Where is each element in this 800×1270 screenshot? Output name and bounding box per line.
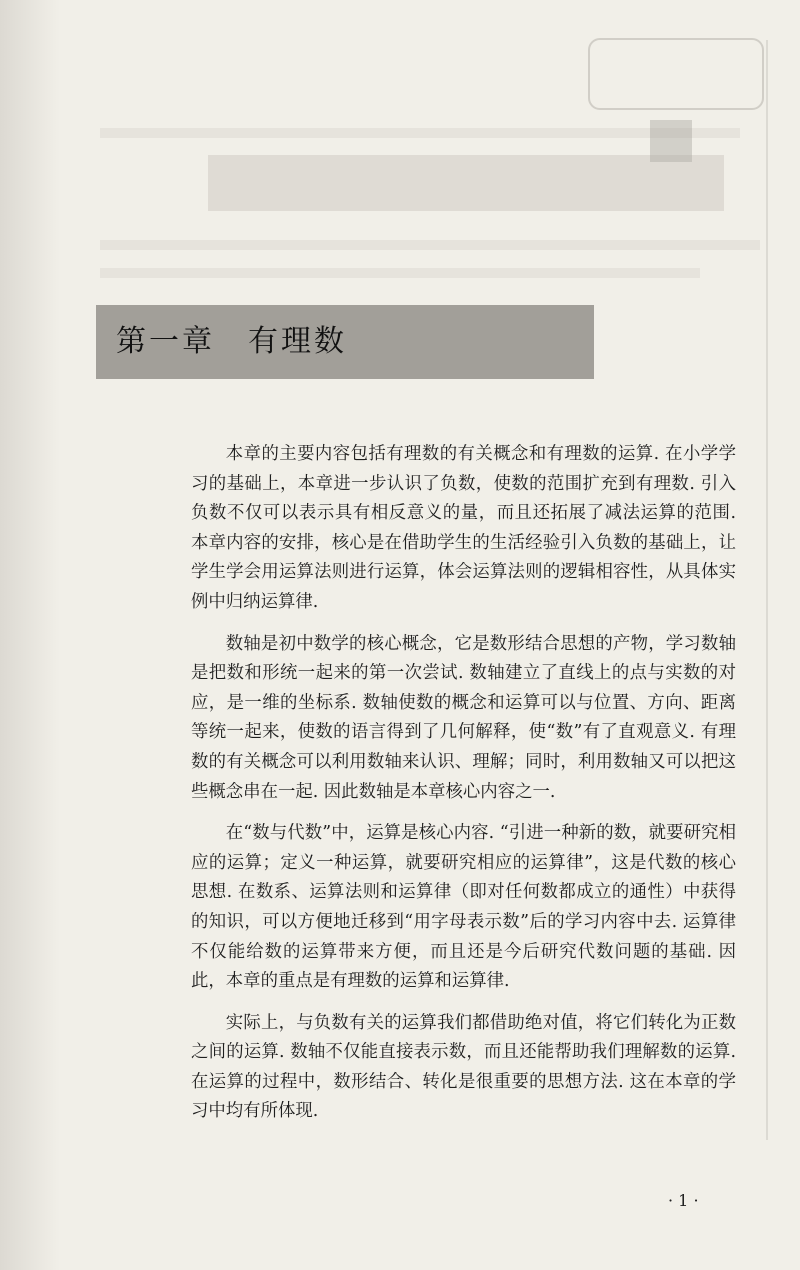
bleed-through-margin-rule — [760, 40, 768, 1140]
page-edge-shadow — [0, 0, 60, 1270]
paragraph: 实际上，与负数有关的运算我们都借助绝对值，将它们转化为正数之间的运算. 数轴不仅能直接表示数，而且还能帮助我们理解数的运算. 在运算的过程中，数形结合、转化是很重要的思想方法. 这在本章的学习中均有所体现. — [191, 1012, 736, 1122]
bleed-through-tab — [588, 38, 764, 110]
chapter-title: 第一章 有理数 — [116, 324, 347, 359]
bleed-through-line — [100, 240, 760, 250]
paragraph: 在“数与代数”中，运算是核心内容. “引进一种新的数，就要研究相应的运算；定义一种运算，就要研究相应的运算律”，这是代数的核心思想. 在数系、运算法则和运算律（即对任何数都成立的通性）中获得的知识，可以方便地迁移到“用字母表示数”后的学习内容中去. 运算律不仅能给数的运算带来方便，而且还是今后研究代数问题的基础. 因此，本章的重点是有理数的运算和运算律. — [191, 823, 736, 992]
chapter-intro-text — [191, 440, 736, 1139]
paragraph: 本章的主要内容包括有理数的有关概念和有理数的运算. 在小学学习的基础上，本章进一步认识了负数，使数的范围扩充到有理数. 引入负数不仅可以表示具有相反意义的量，而且还拓展了减法运算的范围. 本章内容的安排，核心是在借助学生的生活经验引入负数的基础上，让学生学会用运算法则进行运算，体会运算法则的逻辑相容性，从具体实例中归纳运算律. — [191, 444, 736, 612]
page-number: · 1 · — [668, 1191, 699, 1210]
paragraph: 数轴是初中数学的核心概念，它是数形结合思想的产物，学习数轴是把数和形统一起来的第一次尝试. 数轴建立了直线上的点与实数的对应，是一维的坐标系. 数轴使数的概念和运算可以与位置、方向、距离等统一起来，使数的语言得到了几何解释，使“数”有了直观意义. 有理数的有关概念可以利用数轴来认识、理解；同时，利用数轴又可以把这些概念串在一起. 因此数轴是本章核心内容之一. — [191, 633, 736, 802]
bleed-through-line — [100, 268, 700, 278]
bleed-through-line — [100, 128, 740, 138]
bleed-through-banner — [208, 155, 724, 211]
